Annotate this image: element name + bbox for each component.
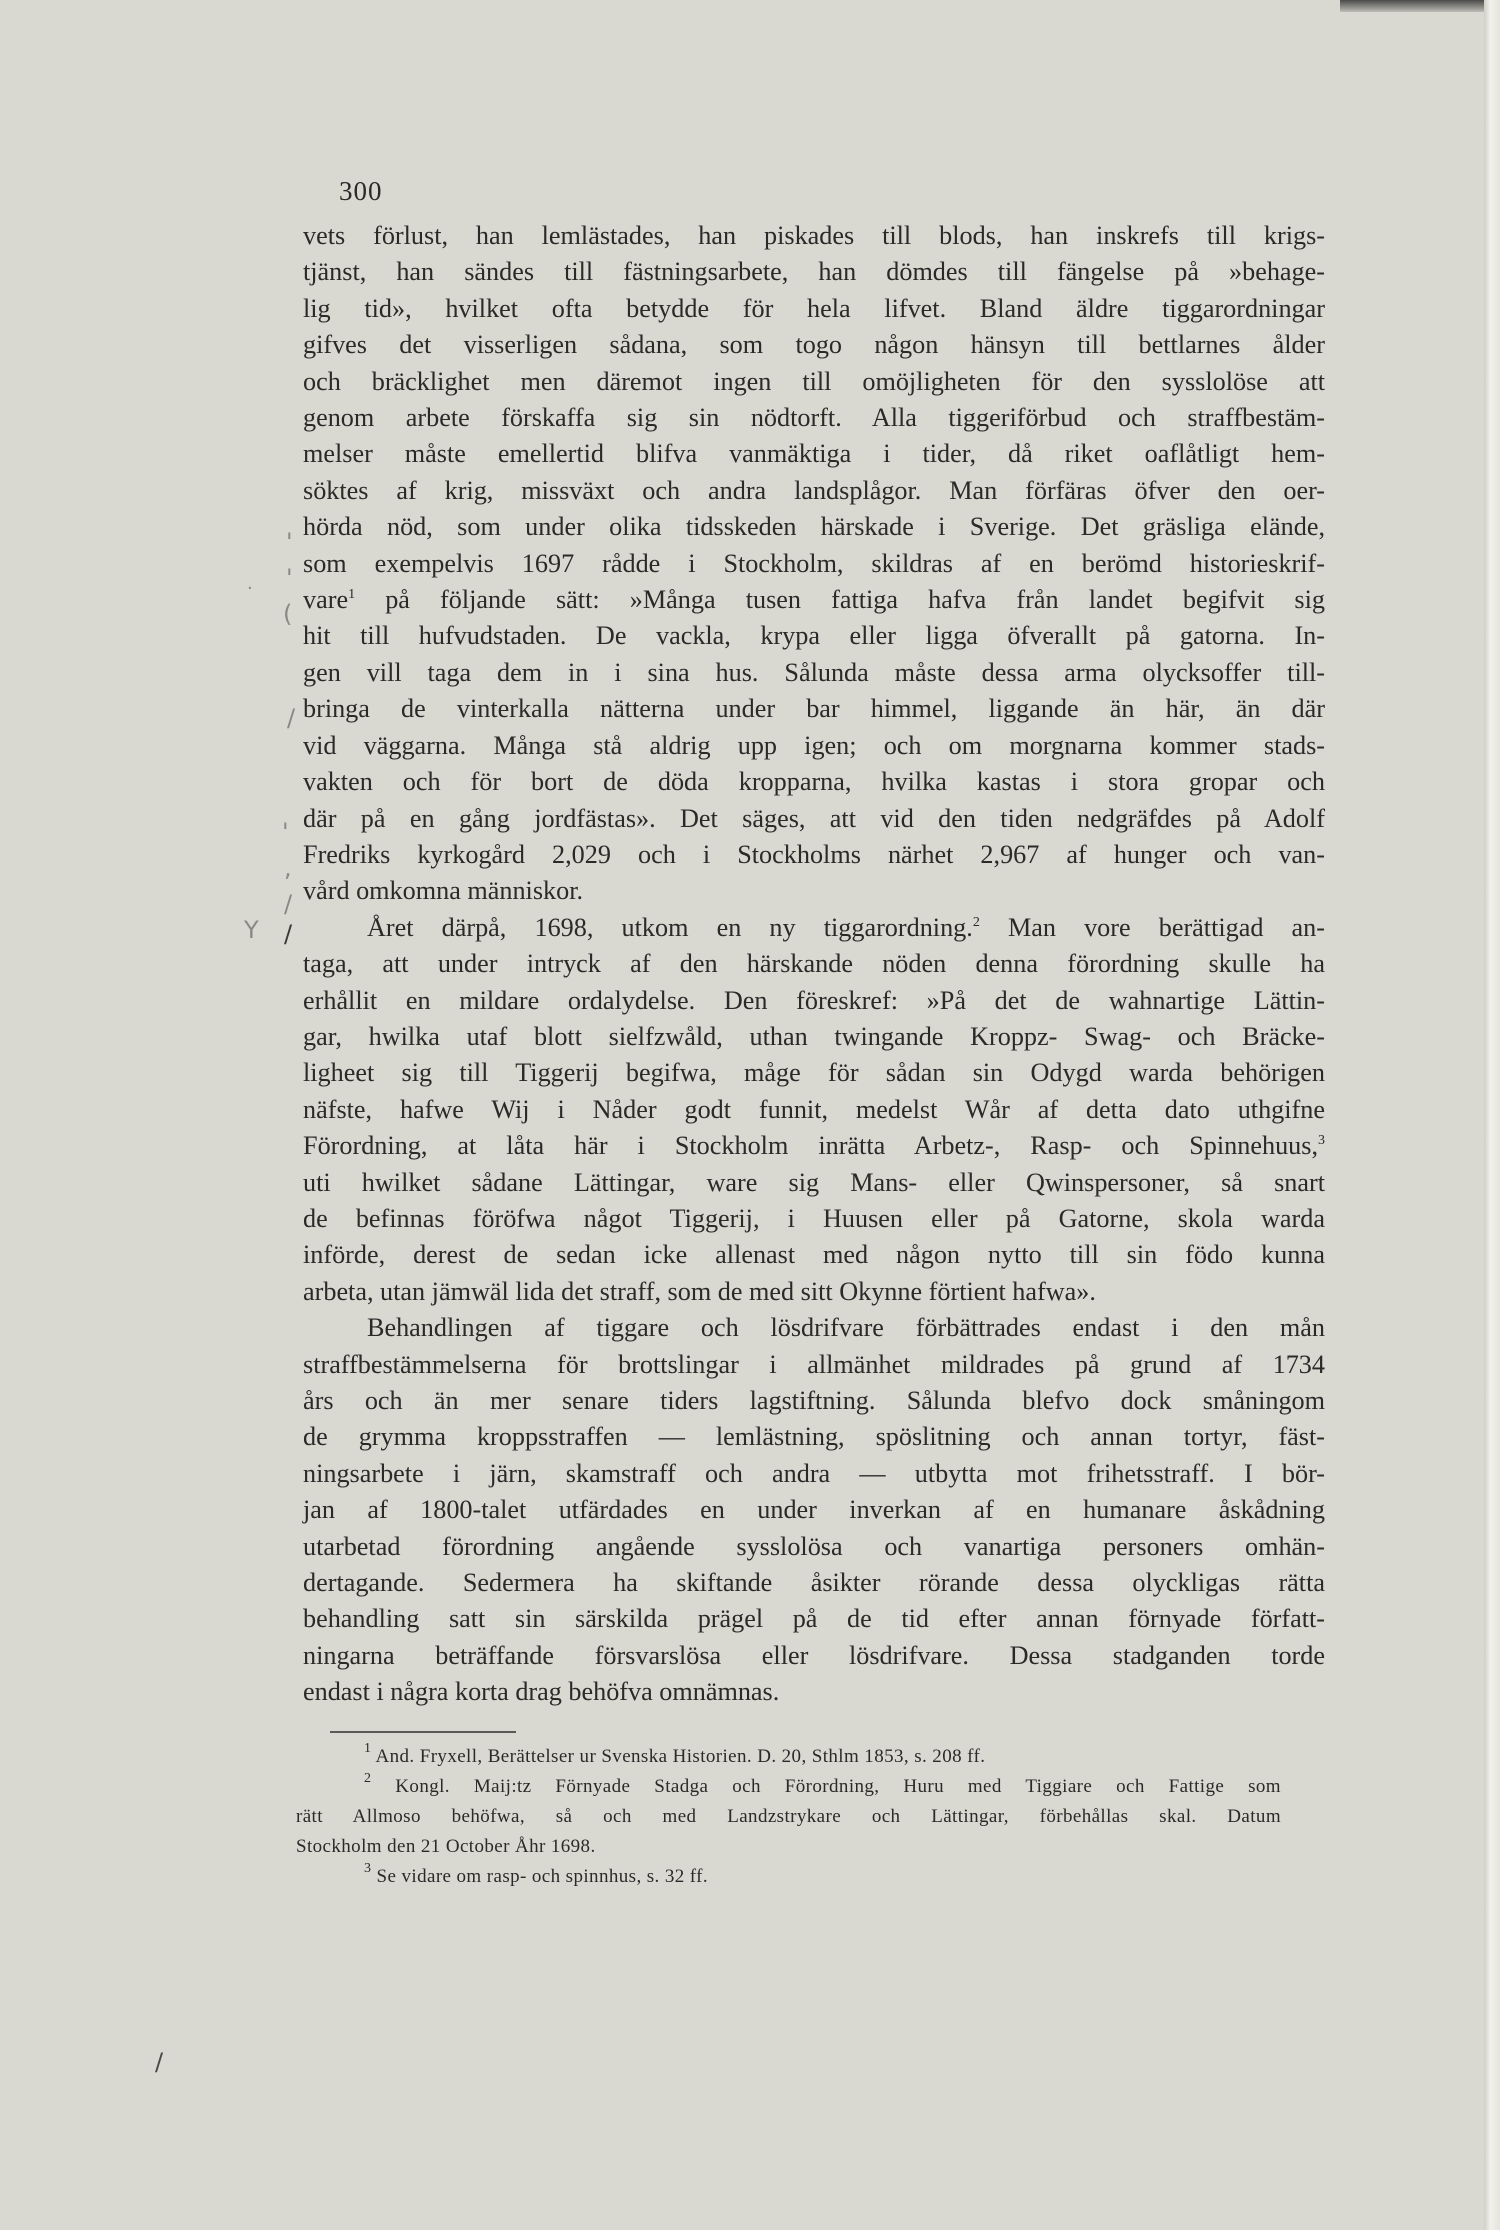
text-line: ningsarbete i järn, skamstraff och andra — utbytta mot frihetsstraff. I bör- — [303, 1458, 1325, 1488]
page-edge — [1484, 0, 1500, 2230]
text-line: där på en gång jordfästas». Det säges, att vid den tiden nedgräfdes på Adolf — [303, 803, 1325, 833]
footnote-marker: 3 — [1318, 1133, 1325, 1149]
footnote-number: 2 — [364, 1771, 372, 1786]
text-line: taga, att under intryck af den härskande nöden denna förordning skulle ha — [303, 949, 1325, 979]
footnote-line — [296, 1772, 1281, 1802]
pencil-mark: / — [284, 920, 293, 948]
pencil-mark: , — [284, 854, 292, 882]
text-line: jan af 1800-talet utfärdades en under inverkan af en humanare åskådning — [303, 1495, 1325, 1525]
footnote-line — [296, 1742, 1281, 1772]
text-line: ningarna beträffande försvarslösa eller lösdrifvare. Dessa stadganden torde — [303, 1640, 1325, 1670]
text-line: bringa de vinterkalla nätterna under bar himmel, liggande än här, än där — [303, 694, 1325, 724]
text-segment: Man vore berättigad an- — [979, 912, 1325, 942]
text-line: vakten och för bort de döda kropparna, hvilka kastas i stora gropar och — [303, 767, 1325, 797]
text-line: lig tid», hvilket ofta betydde för hela lifvet. Bland äldre tiggarordningar — [303, 293, 1325, 323]
text-line: uti hwilket sådane Lättingar, ware sig Mans- eller Qwinspersoner, så snart — [303, 1167, 1325, 1197]
text-line: införde, derest de sedan icke allenast med någon nytto till sin födo kunna — [303, 1240, 1325, 1270]
text-line: arbeta, utan jämwäl lida det straff, som de med sitt Okynne förtient hafwa». — [303, 1276, 1096, 1306]
pencil-mark: ( — [283, 600, 293, 628]
text-line: och bräcklighet men däremot ingen till omöjligheten för den sysslolöse att — [303, 366, 1325, 396]
text-line — [303, 582, 1325, 618]
text-line: näfste, hafwe Wij i Nåder godt funnit, medelst Wår af detta dato uthgifne — [303, 1094, 1325, 1124]
footnote-line — [296, 1832, 1281, 1862]
text-segment: på följande sätt: »Många tusen fattiga hafva från landet begifvit sig — [355, 585, 1325, 615]
text-line: genom arbete förskaffa sig sin nödtorft. Alla tiggeriförbud och straffbestäm- — [303, 403, 1325, 433]
footnote-number: 1 — [364, 1741, 372, 1756]
text-line: erhållit en mildare ordalydelse. Den föreskref: »På det de wahnartige Lättin- — [303, 985, 1325, 1015]
body-text — [303, 218, 1325, 1711]
text-line — [303, 1128, 1325, 1164]
text-line: tjänst, han sändes till fästningsarbete, han dömdes till fängelse på »behage- — [303, 257, 1325, 287]
text-line: vets förlust, han lemlästades, han piskades till blods, han inskrefs till krigs- — [303, 221, 1325, 250]
text-line: gifves det visserligen sådana, som togo någon hänsyn till bettlarnes ålder — [303, 330, 1325, 360]
text-line: som exempelvis 1697 rådde i Stockholm, skildras af en berömd historieskrif- — [303, 548, 1325, 578]
text-line: hörda nöd, som under olika tidsskeden härskade i Sverige. Det gräsliga elände, — [303, 512, 1325, 542]
footnote-text: Kongl. Maij:tz Förnyade Stadga och Förordning, Huru med Tiggiare och Fattige som — [371, 1776, 1281, 1797]
text-line: utarbetad förordning angående sysslolösa och vanartiga personers omhän- — [303, 1531, 1325, 1561]
text-line: de befinnas föröfwa något Tiggerij, i Huusen eller på Gatorne, skola warda — [303, 1203, 1325, 1233]
footnote-line — [296, 1862, 1281, 1892]
footnotes — [296, 1742, 1281, 1892]
text-line — [303, 910, 1325, 946]
text-line: Behandlingen af tiggare och lösdrifvare förbättrades endast i den mån — [367, 1313, 1325, 1343]
text-line: de grymma kroppsstraffen — lemlästning, spöslitning och annan tortyr, fäst- — [303, 1422, 1325, 1452]
text-line: hit till hufvudstaden. De vackla, krypa eller ligga öfverallt på gatorna. In- — [303, 621, 1325, 651]
footnote-rule — [330, 1731, 516, 1733]
text-segment: Förordning, at låta här i Stockholm inrätta Arbetz-, Rasp- och Spinnehuus, — [303, 1131, 1318, 1161]
pencil-mark: ' — [286, 528, 293, 556]
text-line: vid väggarna. Många stå aldrig upp igen; och om morgnarna kommer stads- — [303, 730, 1325, 760]
text-line: söktes af krig, missväxt och andra landsplågor. Man förfäras öfver den oer- — [303, 475, 1325, 505]
footnote-marker: 2 — [972, 914, 980, 930]
text-line: gen vill taga dem in i sina hus. Sålunda måste dessa arma olycksoffer till- — [303, 657, 1325, 687]
page-number: 300 — [339, 176, 383, 206]
pencil-mark: Y — [244, 916, 259, 944]
text-segment: vare — [303, 585, 349, 615]
footnote-line — [296, 1802, 1281, 1832]
footnote-text: rätt Allmoso behöfwa, så och med Landzstrykare och Lättingar, förbehållas skal. Datum — [296, 1806, 1281, 1827]
pencil-mark: / — [284, 890, 293, 918]
text-line: behandling satt sin särskilda prägel på de tid efter annan förnyade författ- — [303, 1604, 1325, 1634]
footnote-text: Se vidare om rasp- och spinnhus, s. 32 ff. — [371, 1866, 709, 1887]
text-line: vård omkomna människor. — [303, 876, 584, 906]
page-top-edge-shadow — [1340, 0, 1484, 12]
footnote-marker: 1 — [348, 587, 356, 603]
pencil-mark: / — [155, 2048, 164, 2076]
pencil-mark: . — [247, 573, 253, 594]
pencil-mark: ' — [286, 564, 293, 592]
text-line: dertagande. Sedermera ha skiftande åsikter rörande dessa olyckligas rätta — [303, 1568, 1325, 1598]
text-line: melser måste emellertid blifva vanmäktiga i tider, då riket oaflåtligt hem- — [303, 439, 1325, 469]
footnote-number: 3 — [364, 1861, 372, 1876]
text-line: års och än mer senare tiders lagstiftning. Sålunda blefvo dock småningom — [303, 1386, 1325, 1415]
text-line: straffbestämmelserna för brottslingar i allmänhet mildrades på grund af 1734 — [303, 1349, 1325, 1379]
pencil-mark: / — [287, 704, 296, 732]
text-line: gar, hwilka utaf blott sielfzwåld, uthan twingande Kroppz- Swag- och Bräcke- — [303, 1021, 1325, 1051]
text-segment: Året därpå, 1698, utkom en ny tiggarordning. — [367, 912, 973, 942]
footnote-text: And. Fryxell, Berättelser ur Svenska Historien. D. 20, Sthlm 1853, s. 208 ff. — [371, 1746, 986, 1767]
text-line: Fredriks kyrkogård 2,029 och i Stockholms närhet 2,967 af hunger och van- — [303, 839, 1325, 869]
pencil-mark: ' — [282, 818, 289, 846]
footnote-text: Stockholm den 21 October Åhr 1698. — [296, 1836, 596, 1857]
text-line: endast i några korta drag behöfva omnämnas. — [303, 1677, 780, 1707]
text-line: ligheet sig till Tiggerij begifwa, måge för sådan sin Odygd warda behörigen — [303, 1058, 1325, 1088]
